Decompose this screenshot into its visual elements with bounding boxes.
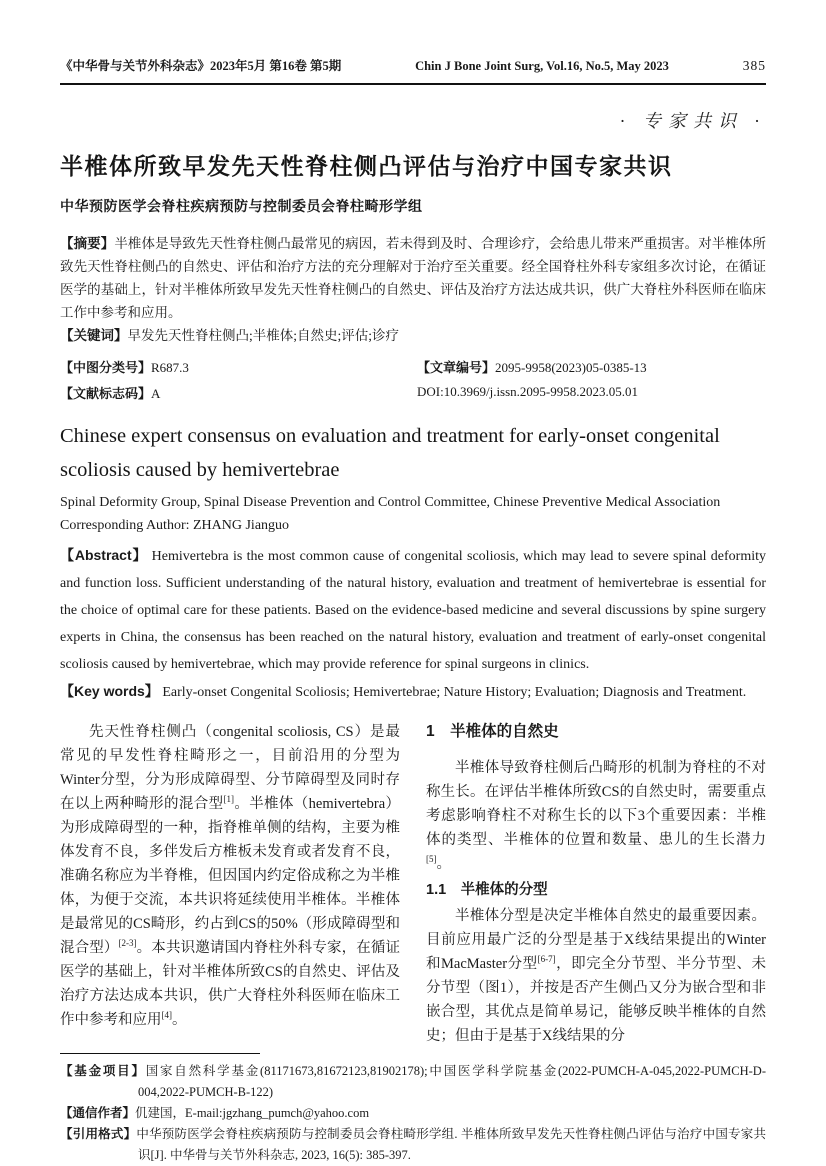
abstract-cn-paragraph <box>60 232 766 324</box>
citation-text: 中华预防医学会脊柱疾病预防与控制委员会脊柱畸形学组. 半椎体所致早发先天性脊柱侧凸评估与治疗中国专家共识[J]. 中华骨与关节外科杂志, 2023, 16(5): 385-397. <box>136 1127 766 1162</box>
article-number-value: 2095-9958(2023)05-0385-13 <box>495 359 647 375</box>
right-column <box>426 720 766 1048</box>
affiliation-en: Spinal Deformity Group, Spinal Disease Prevention and Control Committee, Chinese Preventive Medical Association <box>60 495 721 510</box>
keywords-en-label: 【Key words】 <box>60 683 159 699</box>
intro-paragraph: 先天性脊柱侧凸（congenital scoliosis, CS）是最常见的早发性脊柱畸形之一，目前沿用的分型为Winter分型，分为形成障碍型、分节障碍型及同时存在以上两种畸形的混合型[1]。半椎体（hemivertebra）为形成障碍型的一种，指脊椎单侧的结构，主要为椎体发育不良，多伴发后方椎板未发育或者发育不良，准确名称应为半脊椎，但因国内约定俗成称之为半椎体，为便于交流，本共识将延续使用半椎体。半椎体是最常见的CS畸形，约占到CS的50%（形成障碍型和混合型）[2-3]。本共识邀请国内脊柱外科专家，在循证医学的基础上，针对半椎体所致CS的自然史、评估及治疗方法达成本共识，供广大脊柱外科医师在临床工作中参考和应用[4]。 <box>60 724 401 1028</box>
abstract-en-block <box>60 542 766 706</box>
section-1-paragraph: 半椎体导致脊柱侧后凸畸形的机制为脊柱的不对称生长。在评估半椎体所致CS的自然史时，需要重点考虑影响脊柱不对称生长的以下3个重要因素：半椎体的类型、半椎体的位置和数量、患儿的生长潜力[5]。 <box>426 760 766 872</box>
footnotes-block <box>60 1061 766 1166</box>
footnote-divider <box>60 1053 260 1054</box>
clc-label: 【中图分类号】 <box>60 359 152 375</box>
abstract-cn-block <box>60 232 766 347</box>
clc-value: R687.3 <box>151 359 189 375</box>
section-1-1-heading: 1.1 半椎体的分型 <box>426 882 548 898</box>
abstract-cn-text: 半椎体是导致先天性脊柱侧凸最常见的病因，若未得到及时、合理诊疗，会给患儿带来严重损害。对半椎体所致先天性脊柱侧凸的自然史、评估和治疗方法的充分理解对于治疗至关重要。经全国脊柱外科专家组多次讨论，在循证医学的基础上，针对半椎体所致早发先天性脊柱侧凸的自然史、评估及治疗方法达成共识，供广大脊柱外科医师在临床工作中参考和应用。 <box>60 236 767 320</box>
section-1-heading: 1 半椎体的自然史 <box>426 723 559 740</box>
body-columns <box>60 720 766 1048</box>
author-group: 中华预防医学会脊柱疾病预防与控制委员会脊柱畸形学组 <box>60 198 423 214</box>
article-meta <box>60 353 766 405</box>
abstract-cn-label: 【摘要】 <box>60 236 115 251</box>
corresponding-label: 【通信作者】 <box>60 1106 136 1120</box>
journal-title-en: Chin J Bone Joint Surg, Vol.16, No.5, May 2023 <box>415 59 669 73</box>
article-title-en: Chinese expert consensus on evaluation and treatment for early-onset congenital scoliosis caused by hemivertebrae <box>60 425 720 481</box>
document-code-value: A <box>151 385 161 401</box>
clc-number <box>60 357 417 376</box>
document-code <box>60 383 417 402</box>
doi-line: DOI:10.3969/j.issn.2095-9958.2023.05.01 <box>417 384 638 399</box>
citation-label: 【引用格式】 <box>60 1127 137 1141</box>
abstract-en-text: Hemivertebra is the most common cause of congenital scoliosis, which may lead to severe spinal deformity and function loss. Sufficient understanding of the natural history, evaluation and treatment of hemivertebrae is essential for the choice of optimal care for these patients. Based on the evidence-based medicine and several discussions by spine surgery experts in China, the consensus has been reached on the natural history, evaluation and treatment of early-onset congenital scoliosis caused by hemivertebrae, which may provide reference for spinal surgeons in clinics. <box>60 549 767 672</box>
page-number: 385 <box>742 58 766 73</box>
funding-footnote <box>60 1061 766 1103</box>
running-head <box>60 56 766 74</box>
abstract-en-label: 【Abstract】 <box>60 547 148 563</box>
keywords-en-line <box>60 678 766 706</box>
abstract-en-paragraph <box>60 542 766 678</box>
corresponding-text: 仉建国，E-mail:jgzhang_pumch@yahoo.com <box>135 1106 370 1120</box>
header-rule <box>60 83 766 85</box>
keywords-cn-label: 【关键词】 <box>60 328 128 343</box>
keywords-en-text: Early-onset Congenital Scoliosis; Hemivertebrae; Nature History; Evaluation; Diagnosis and Treatment. <box>162 685 747 700</box>
article-number <box>417 357 766 376</box>
corresponding-author: Corresponding Author: ZHANG Jianguo <box>60 518 290 533</box>
article-title-cn: 半椎体所致早发先天性脊柱侧凸评估与治疗中国专家共识 <box>60 153 673 179</box>
journal-title-cn: 《中华骨与关节外科杂志》2023年5月 第16卷 第5期 <box>60 59 342 73</box>
corresponding-footnote <box>60 1103 766 1124</box>
keywords-cn-line <box>60 324 766 347</box>
section-1-1-paragraph: 半椎体分型是决定半椎体自然史的最重要因素。目前应用最广泛的分型是基于X线结果提出的Winter和MacMaster分型[6-7]，即完全分节型、半分节型、未分节型（图1），并按是否产生侧凸又分为嵌合型和非嵌合型，其优点是简单易记，能够反映半椎体的自然史；但由于是基于X线结果的分 <box>426 908 766 1044</box>
funding-text: 国家自然科学基金(81171673,81672123,81902178);中国医学科学院基金(2022-PUMCH-A-045,2022-PUMCH-D-004,2022-PUMCH-B-122) <box>138 1064 766 1099</box>
citation-footnote <box>60 1124 766 1166</box>
keywords-cn-text: 早发先天性脊柱侧凸;半椎体;自然史;评估;诊疗 <box>127 328 400 343</box>
funding-label: 【基金项目】 <box>60 1064 146 1078</box>
article-type-marker: · 专家共识 · <box>620 111 766 131</box>
left-column <box>60 720 400 1048</box>
article-number-label: 【文章编号】 <box>417 359 496 375</box>
document-code-label: 【文献标志码】 <box>60 385 152 401</box>
